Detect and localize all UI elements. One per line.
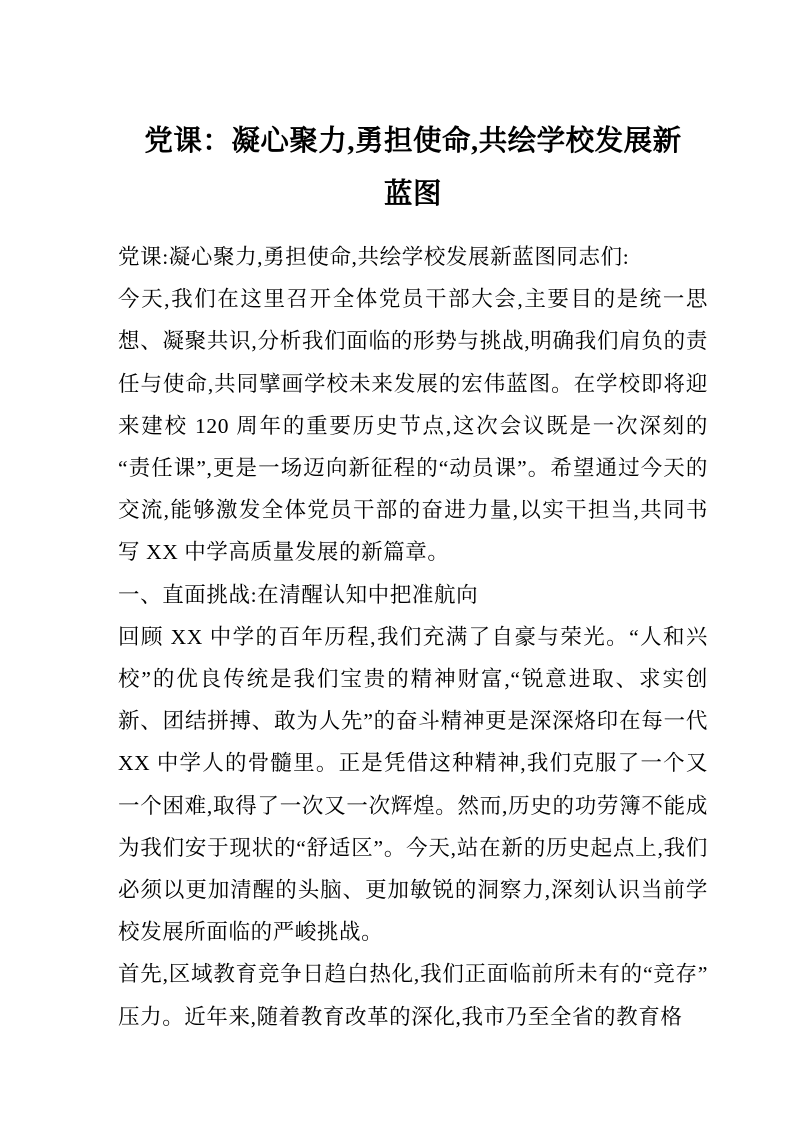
paragraph-section1-competition: 首先,区域教育竞争日趋白热化,我们正面临前所未有的“竞存”压力。近年来,随着教育改革的深化,我市乃至全省的教育格	[118, 962, 708, 1029]
document-title	[118, 115, 708, 221]
paragraph-opening: 今天,我们在这里召开全体党员干部大会,主要目的是统一思想、凝聚共识,分析我们面临的形势与挑战,明确我们肩负的责任与使命,共同擘画学校未来发展的宏伟蓝图。在学校即将迎来建校 120 周年的重要历史节点,这次会议既是一次深刻的“责任课”,更是一场迈向新征程的“动员课”。希望通过今天的交流,能够激发全体党员干部的奋进力量,以实干担当,共同书写 XX 中学高质量发展的新篇章。	[118, 287, 708, 565]
paragraph-section1-review: 回顾 XX 中学的百年历程,我们充满了自豪与荣光。“人和兴校”的优良传统是我们宝贵的精神财富,“锐意进取、求实创新、团结拼搏、敢为人先”的奋斗精神更是深深烙印在每一代 XX 中学人的骨髓里。正是凭借这种精神,我们克服了一个又一个困难,取得了一次又一次辉煌。然而,历史的功劳簿不能成为我们安于现状的“舒适区”。今天,站在新的历史起点上,我们必须以更加清醒的头脑、更加敏锐的洞察力,深刻认识当前学校发展所面临的严峻挑战。	[118, 624, 708, 945]
section-heading-1: 一、直面挑战:在清醒认知中把准航向	[118, 582, 479, 607]
document-title-line-1: 党课：凝心聚力,勇担使命,共绘学校发展新	[144, 126, 682, 157]
document-title-line-2: 蓝图	[383, 179, 442, 210]
paragraph-greeting: 党课:凝心聚力,勇担使命,共绘学校发展新蓝图同志们:	[118, 245, 630, 269]
